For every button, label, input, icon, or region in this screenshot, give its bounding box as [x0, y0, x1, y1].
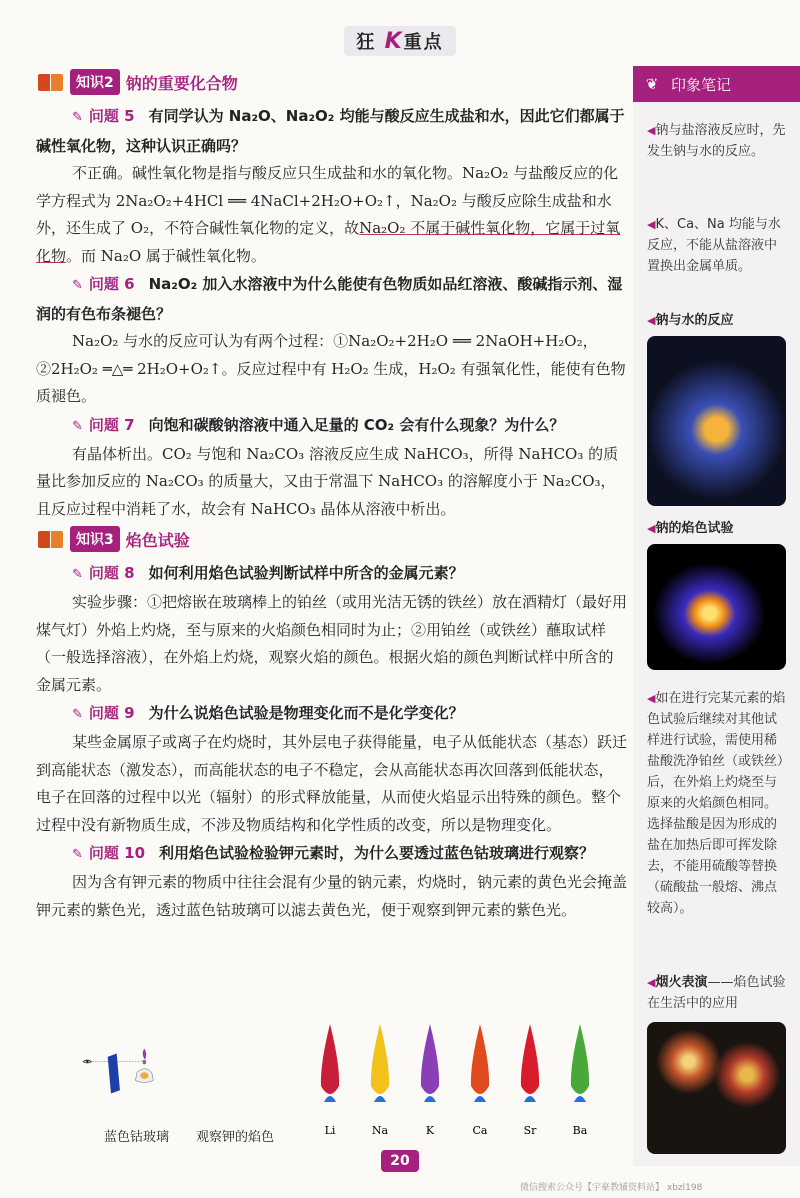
header-suffix: 重点 [403, 32, 444, 53]
section-tag: 知识2 [70, 69, 120, 95]
footer-watermark: 微信搜索公众号【宇豪教辅资料站】 xbzl198 [520, 1183, 703, 1193]
answer-5 [36, 160, 628, 270]
book-icon [36, 528, 66, 550]
flame-label: Li [324, 1124, 336, 1137]
question-10 [36, 839, 628, 869]
flame-shape [571, 1024, 589, 1094]
page-number: 20 [381, 1150, 419, 1172]
flame-label: K [425, 1124, 435, 1137]
flame-base [374, 1096, 386, 1102]
section-3-heading [36, 525, 628, 553]
eye-icon [83, 1060, 91, 1063]
note-4: ◀钠的焰色试验 [647, 521, 734, 536]
note-text: 钠与水的反应 [655, 313, 734, 328]
answer-underlined: Na₂O₂ 不属于碱性氧化物，它属于过氧化物 [36, 219, 621, 265]
flame-label: Ba [572, 1124, 588, 1137]
main-content [36, 66, 628, 924]
question-tag: ✎ 问题 6 [72, 275, 135, 293]
question-6 [36, 270, 628, 328]
flame-base [524, 1096, 536, 1102]
answer-7: 有晶体析出。CO₂ 与饱和 Na₂CO₃ 溶液反应生成 NaHCO₃，所得 NaHCO₃ 的质量比参加反应的 Na₂CO₃ 的质量大，又由于常温下 NaHCO₃ 的溶解度小于 Na₂CO₃，且反应过程中消耗了水，故会有 NaHCO₃ 晶体从溶液中析出。 [36, 444, 619, 518]
note-text: ——焰色试验在生活中的应用 [647, 975, 786, 1011]
flame-base [474, 1096, 486, 1102]
cobalt-glass [108, 1054, 120, 1094]
flame-ca [471, 1024, 489, 1137]
note-3: ◀钠与水的反应 [647, 313, 734, 328]
elephant-icon: ❦ [645, 75, 659, 93]
flame-ba [571, 1024, 589, 1137]
flame-base [324, 1096, 336, 1102]
question-9 [36, 699, 628, 729]
caption-cobalt-glass: 蓝色钴玻璃 [104, 1130, 170, 1145]
flame-k [421, 1024, 439, 1137]
answer-9: 某些金属原子或离子在灼烧时，其外层电子获得能量，电子从低能状态（基态）跃迁到高能状态（激发态），而高能状态的电子不稳定，会从高能状态再次回落到低能状态，电子在回落的过程中以光（辐射）的形式释放能量，从而使火焰显示出特殊的颜色。整个过程中没有新物质生成，不涉及物质结构和化学性质的改变，所以是物理变化。 [36, 733, 628, 834]
section-title: 钠的重要化合物 [125, 73, 238, 93]
question-text: 向饱和碳酸钠溶液中通入足量的 CO₂ 会有什么现象？为什么？ [148, 415, 565, 434]
question-text: Na₂O₂ 加入水溶液中为什么能使有色物质如品红溶液、酸碱指示剂、湿润的有色布条褪色？ [36, 275, 623, 323]
flame-label: Na [371, 1124, 389, 1137]
section-tag: 知识3 [70, 526, 120, 552]
note-6: ◀烟火表演——焰色试验在生活中的应用 [647, 975, 786, 1011]
flame-shape [421, 1024, 439, 1094]
fireworks-photo [647, 1022, 786, 1154]
question-7 [36, 411, 628, 441]
answer-8: 实验步骤：①把熔嵌在玻璃棒上的铂丝（或用光洁无锈的铁丝）放在酒精灯（最好用煤气灯）外焰上灼烧，至与原来的火焰颜色相同时为止；②用铂丝（或铁丝）蘸取试样（一般选择溶液），在外焰上灼烧，观察火焰的颜色。根据火焰的颜色判断试样中所含的金属元素。 [36, 593, 628, 694]
header-k: K [384, 29, 404, 54]
note-1: ◀钠与盐溶液反应时，先发生钠与水的反应。 [647, 123, 786, 159]
note-bold: 烟火表演 [655, 975, 708, 990]
question-8 [36, 559, 628, 589]
sidebar-title: 印象笔记 [671, 75, 732, 94]
answer-text: 不正确。碱性氧化物是指与酸反应只生成盐和水的氧化物。Na₂O₂ 与盐酸反应的化学方程式为 2Na₂O₂+4HCl ══ 4NaCl+2H₂O+O₂↑，Na₂O₂ 与酸反应除生成盐和水外，还生成了 O₂，不符合碱性氧化物的定义，故 [36, 164, 619, 237]
flame-li [321, 1024, 339, 1137]
book-icon [36, 71, 66, 93]
flame-shape [321, 1024, 339, 1094]
question-tag: ✎ 问题 9 [72, 704, 135, 722]
question-text: 如何利用焰色试验判断试样中所含的金属元素？ [148, 564, 464, 582]
page-header [0, 26, 800, 56]
flame-label: Ca [472, 1124, 488, 1137]
question-tag: ✎ 问题 10 [72, 844, 145, 862]
section-2-heading [36, 68, 628, 96]
flame-label: Sr [523, 1124, 537, 1137]
flame-na [371, 1024, 389, 1137]
note-text: 钠的焰色试验 [655, 521, 734, 536]
question-tag: ✎ 问题 7 [72, 416, 135, 434]
flame-shape [471, 1024, 489, 1094]
note-text: 如在进行完某元素的焰色试验后继续对其他试样进行试验，需使用稀盐酸洗净铂丝（或铁丝）后，在外焰上灼烧至与原来的火焰颜色相同。选择盐酸是因为形成的盐在加热后即可挥发除去，不能用硫酸等替换（硫酸盐一般熔、沸点较高）。 [647, 691, 786, 916]
sidebar-header [633, 66, 800, 102]
header-prefix: 狂 [356, 32, 377, 53]
note-text: K、Ca、Na 均能与水反应，不能从盐溶液中置换出金属单质。 [647, 217, 781, 274]
question-text: 利用焰色试验检验钾元素时，为什么要透过蓝色钴玻璃进行观察？ [159, 844, 595, 862]
section-title: 焰色试验 [125, 530, 190, 550]
sodium-water-photo [647, 336, 786, 506]
question-text: 有同学认为 Na₂O、Na₂O₂ 均能与酸反应生成盐和水，因此它们都属于碱性氧化物，这种认识正确吗？ [36, 107, 625, 155]
note-text: 钠与盐溶液反应时，先发生钠与水的反应。 [647, 123, 786, 159]
flame-colors [316, 1024, 596, 1154]
question-5 [36, 102, 628, 160]
answer-10: 因为含有钾元素的物质中往往会混有少量的钠元素，灼烧时，钠元素的黄色光会掩盖钾元素的紫色光，透过蓝色钴玻璃可以滤去黄色光，便于观察到钾元素的紫色光。 [36, 873, 628, 919]
note-5: ◀如在进行完某元素的焰色试验后继续对其他试样进行试验，需使用稀盐酸洗净铂丝（或铁丝）后，在外焰上灼烧至与原来的火焰颜色相同。选择盐酸是因为形成的盐在加热后即可挥发除去，不能用硫酸等替换（硫酸盐一般熔、沸点较高）。 [647, 691, 786, 916]
answer-6: Na₂O₂ 与水的反应可认为有两个过程：①Na₂O₂+2H₂O ══ 2NaOH+H₂O₂，②2H₂O₂ ═△═ 2H₂O+O₂↑。反应过程中有 H₂O₂ 生成，H₂O₂ 有强氧化性，能使有色物质褪色。 [36, 332, 626, 405]
caption-potassium-flame: 观察钾的焰色 [196, 1130, 275, 1145]
question-text: 为什么说焰色试验是物理变化而不是化学变化？ [148, 704, 464, 722]
alcohol-lamp [135, 1049, 153, 1083]
flame-sr [521, 1024, 539, 1137]
flame-base [574, 1096, 586, 1102]
question-tag: ✎ 问题 8 [72, 564, 135, 582]
question-tag: ✎ 问题 5 [72, 107, 135, 125]
note-2: ◀K、Ca、Na 均能与水反应，不能从盐溶液中置换出金属单质。 [647, 217, 781, 274]
flame-shape [371, 1024, 389, 1094]
sodium-flame-photo [647, 544, 786, 670]
flame-shape [521, 1024, 539, 1094]
sidebar-notes [633, 66, 800, 1166]
flame-base [424, 1096, 436, 1102]
answer-text: 。而 Na₂O 属于碱性氧化物。 [66, 246, 266, 265]
